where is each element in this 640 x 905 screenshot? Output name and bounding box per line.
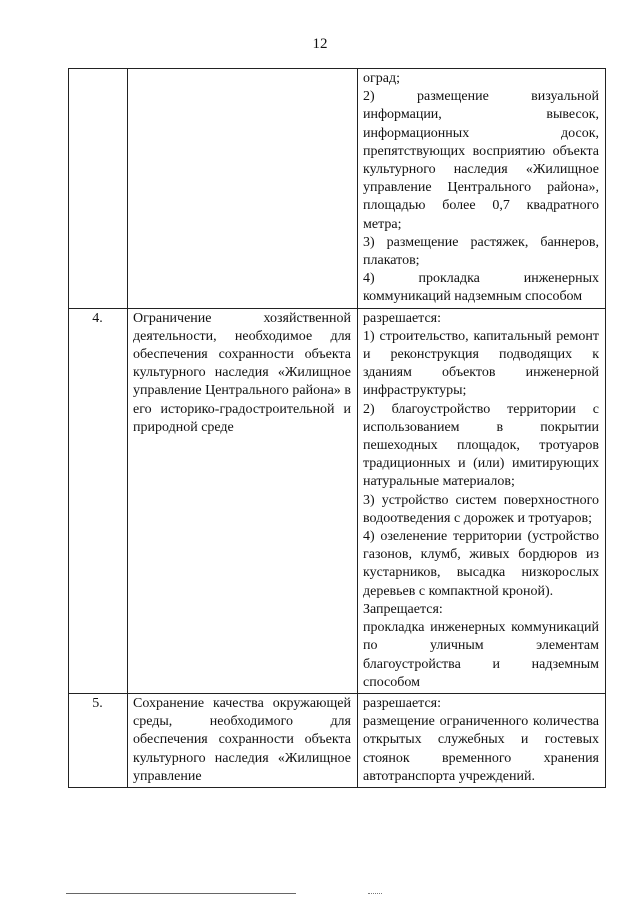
requirement-item: 2) благоустройство территории с использованием в покрытии пешеходных площадок, тротуаров традиционных и (или) имитирующих натуральные материалов; bbox=[363, 401, 599, 490]
requirement-item: оград; bbox=[363, 71, 400, 86]
row-description bbox=[128, 69, 358, 309]
requirement-item: прокладка инженерных коммуникаций по уличным элементам благоустройства и надземным способом bbox=[363, 620, 599, 690]
requirement-item: Запрещается: bbox=[363, 601, 443, 617]
row-description: Ограничение хозяйственной деятельности, необходимое для обеспечения сохранности объекта культурного наследия «Жилищное управление Центрального района» в его историко-градостроительной и природной среде bbox=[128, 308, 358, 693]
requirement-item: 3) устройство систем поверхностного водоотведения с дорожек и тротуаров; bbox=[363, 492, 599, 526]
requirements-table bbox=[68, 68, 606, 788]
table-row bbox=[69, 69, 606, 309]
requirement-item: разрешается: bbox=[363, 695, 441, 711]
requirement-item: 1) строительство, капитальный ремонт и реконструкция подводящих к зданиям объектов инженерной инфраструктуры; bbox=[363, 328, 599, 399]
row-number bbox=[69, 69, 128, 309]
requirement-item: 4) озеленение территории (устройство газонов, клумб, живых бордюров из кустарников, высадка низкорослых деревьев с компактной кроной). bbox=[363, 529, 599, 599]
row-requirements bbox=[358, 693, 606, 787]
row-number: 4. bbox=[69, 308, 128, 693]
row-requirements bbox=[358, 69, 606, 309]
row-requirements bbox=[358, 308, 606, 693]
table-row bbox=[69, 308, 606, 693]
row-description: Сохранение качества окружающей среды, необходимого для обеспечения сохранности объекта культурного наследия «Жилищное управление bbox=[128, 693, 358, 787]
requirement-item: размещение ограниченного количества открытых служебных и гостевых стоянок временного хранения автотранспорта учреждений. bbox=[363, 714, 599, 784]
row-number: 5. bbox=[69, 693, 128, 787]
footer-divider bbox=[66, 893, 296, 894]
table-row bbox=[69, 693, 606, 787]
requirement-item: разрешается: bbox=[363, 310, 441, 326]
footer-dots bbox=[368, 893, 382, 894]
requirement-item: 2) размещение визуальной информации, вывесок, информационных досок, препятствующих восприятию объекта культурного наследия «Жилищное управление Центрального района», площадью более 0,7 квадратного метра; bbox=[363, 89, 599, 232]
requirement-item: 3) размещение растяжек, баннеров, плакатов; bbox=[363, 234, 599, 269]
requirement-item: 4) прокладка инженерных коммуникаций надземным способом bbox=[363, 271, 599, 305]
page-number: 12 bbox=[312, 36, 328, 52]
